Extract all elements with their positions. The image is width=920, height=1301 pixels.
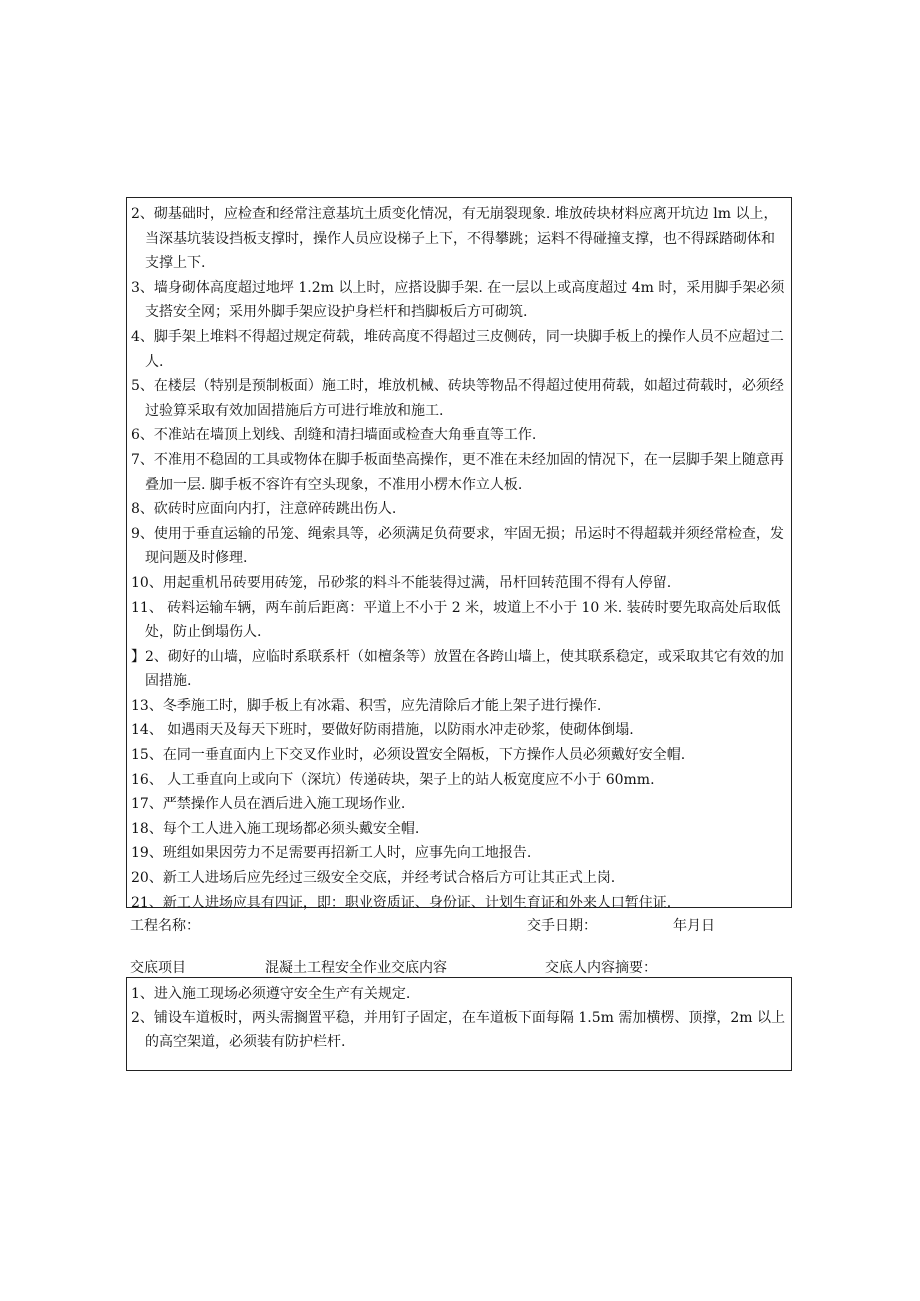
instruction-item: 3、墙身砌体高度超过地坪 1.2m 以上时，应搭设脚手架. 在一层以上或高度超过 4m 时，采用脚手架必须支搭安全网；采用外脚手架应设护身栏杆和挡脚板后方可砌筑.	[131, 279, 785, 321]
instruction-item: 11、 砖料运输车辆，两车前后距离：平道上不小于 2 米，坡道上不小于 10 米. 装砖时要先取高处后取低处，防止倒塌伤人.	[131, 599, 781, 641]
instruction-item: 14、 如遇雨天及每天下班时，要做好防雨措施，以防雨水冲走砂浆，使砌体倒塌.	[131, 722, 634, 739]
date-value: 年月日	[673, 918, 715, 934]
summary-label: 交底人内容摘要：	[545, 960, 657, 976]
date-label: 交手日期：	[527, 918, 597, 934]
instruction-item: 17、严禁操作人员在酒后进入施工现场作业.	[131, 796, 406, 813]
instruction-item: 6、不准站在墙顶上划线、刮缝和清扫墙面或检查大角垂直等工作.	[131, 427, 537, 444]
instruction-item: 10、用起重机吊砖要用砖笼，吊砂浆的料斗不能装得过满，吊杆回转范围不得有人停留.	[131, 574, 672, 591]
instruction-item: 15、在同一垂直面内上下交叉作业时，必须设置安全隔板，下方操作人员必须戴好安全帽.	[131, 747, 686, 764]
instruction-item: 18、每个工人进入施工现场都必须头戴安全帽.	[131, 820, 420, 837]
instruction-item: 13、冬季施工时，脚手板上有冰霜、积雪，应先清除后才能上架子进行操作.	[131, 697, 602, 714]
instruction-item: 2、砌基础时，应检查和经常注意基坑土质变化情况，有无崩裂现象. 堆放砖块材料应离开坑边 lm 以上，当深基坑装设挡板支撑时，操作人员应设梯子上下，不得攀跳；运料不得碰撞支撑，也不得踩踏砌体和支撑上下.	[131, 206, 778, 272]
instruction-item: 5、在楼层（特别是预制板面）施工时，堆放机械、砖块等物品不得超过使用荷载，如超过荷载时，必须经过验算采取有效加固措施后方可进行堆放和施工.	[131, 378, 784, 419]
instruction-item: 4、脚手架上堆料不得超过规定荷载，堆砖高度不得超过三皮侧砖，同一块脚手板上的操作人员不应超过二人.	[131, 328, 784, 370]
instruction-item: 19、班组如果因劳力不足需要再招新工人时，应事先向工地报告.	[131, 845, 532, 862]
subject-item-label: 交底项目	[130, 960, 186, 976]
instruction-item: 】2、砌好的山墙，应临时系联系杆（如檀条等）放置在各跨山墙上，使其联系稳定，或采取其它有效的加固措施.	[131, 648, 784, 690]
instruction-item: 2、铺设车道板时，两头需搁置平稳，并用钉子固定，在车道板下面每隔 1.5m 需加横楞、顶撑，2m 以上的高空架道，必须装有防护栏杆.	[131, 1010, 785, 1050]
instruction-item: 16、 人工垂直向上或向下（深坑）传递砖块，架子上的站人板宽度应不小于 60mm.	[131, 771, 655, 788]
safety-instructions-box	[126, 197, 792, 911]
instruction-item: 7、不准用不稳固的工具或物体在脚手板面垫高操作，更不准在未经加固的情况下，在一层脚手架上随意再叠加一层. 脚手板不容许有空头现象，不准用小楞木作立人板.	[131, 451, 784, 493]
instruction-item: 8、砍砖时应面向内打，注意碎砖跳出伤人.	[131, 501, 397, 518]
instruction-item: 20、新工人进场后应先经过三级安全交底，并经考试合格后方可让其正式上岗.	[131, 870, 616, 887]
concrete-instructions-box	[126, 977, 792, 1071]
subject-item-value: 混凝土工程安全作业交底内容	[265, 960, 447, 976]
instruction-item: 9、使用于垂直运输的吊笼、绳索具等，必须满足负荷要求，牢固无损；吊运时不得超载并须经常检查，发现问题及时修理.	[131, 525, 784, 567]
instruction-item: 21、新工人进场应具有四证，即：职业资质证、身份证、计划生育证和外来人口暂住证.	[131, 894, 672, 911]
project-name-label: 工程名称：	[130, 918, 200, 934]
instruction-item: 1、进入施工现场必须遵守安全生产有关规定.	[131, 986, 411, 1002]
